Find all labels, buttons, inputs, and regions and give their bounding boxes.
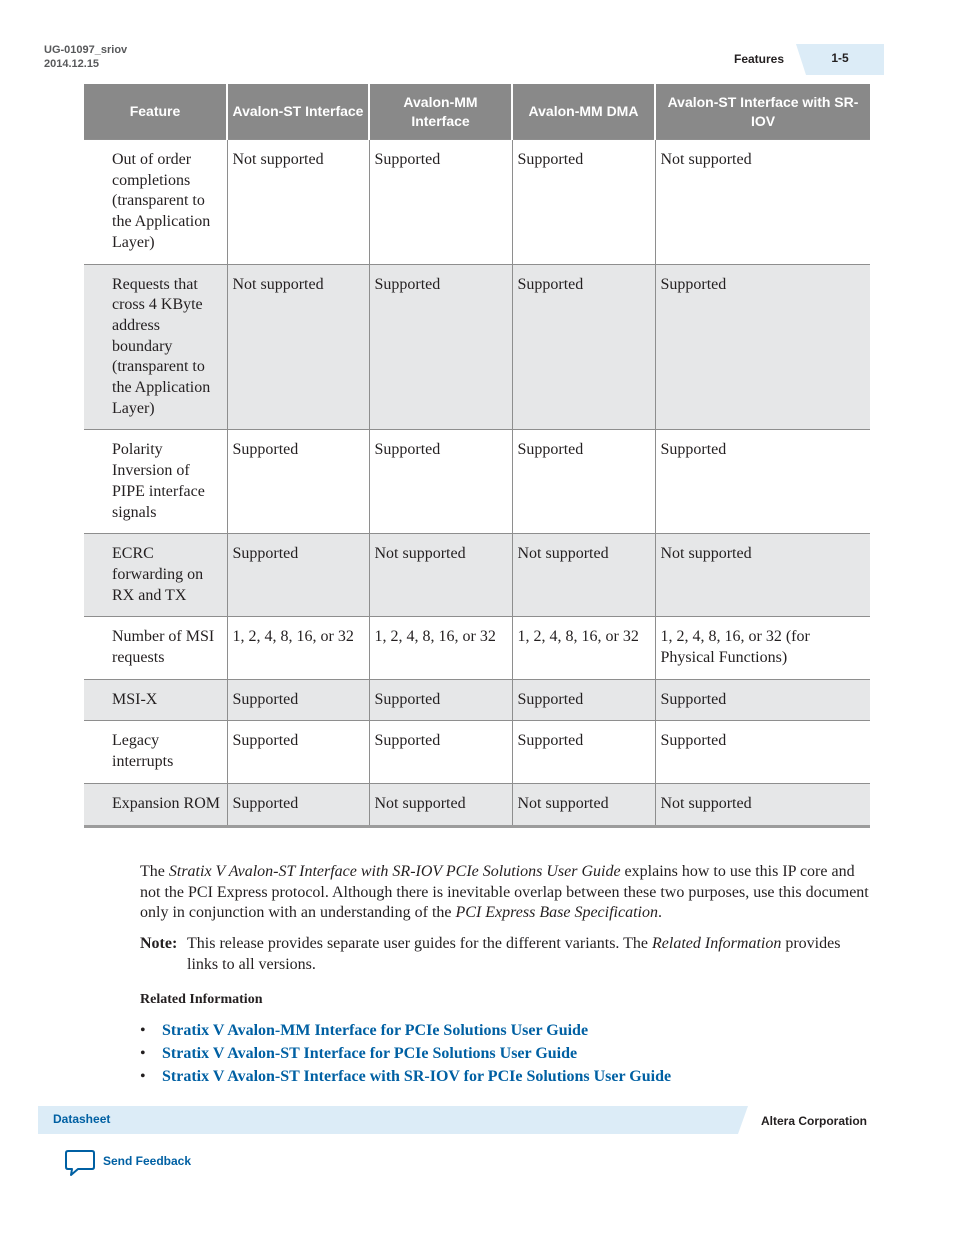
table-cell: Not supported [512,534,655,617]
footer-band [38,1106,748,1134]
document-id: UG-01097_sriov [44,44,128,56]
related-link-avalon-st[interactable] [140,1042,671,1065]
table-cell: Out of order completions (transparent to the Application Layer) [84,140,227,265]
table-row [84,534,870,617]
table-cell: Not supported [369,534,512,617]
table-cell: Polarity Inversion of PIPE interface signals [84,430,227,534]
send-feedback-label: Send Feedback [103,1154,192,1168]
section-title: Features [734,52,785,66]
table-cell: Supported [227,721,369,783]
page-number: 1-5 [831,51,849,65]
para-text: explains how to use this IP core and not the PCI Express protocol. Although there is inevitable overlap between these two purposes, use this document only in conjunction with an understanding of the [140,863,869,922]
column-header: Avalon-MM DMA [512,84,655,140]
table-cell: Supported [655,264,870,430]
table-cell: ECRC forwarding on RX and TX [84,534,227,617]
bullet-icon: • [140,1045,146,1062]
table-cell: Legacy interrupts [84,721,227,783]
table-cell: Not supported [512,783,655,826]
column-header: Feature [84,84,227,140]
table-cell: Not supported [369,783,512,826]
table-cell: Supported [227,534,369,617]
table-cell: Supported [369,679,512,721]
column-header: Avalon-MM Interface [369,84,512,140]
table-cell: Supported [227,679,369,721]
user-guide-title: Stratix V Avalon-ST Interface with SR-IOV PCIe Solutions User Guide [168,863,621,880]
table-cell: Supported [512,140,655,265]
table-cell: Number of MSI requests [84,617,227,679]
spec-title: PCI Express Base Specification [455,904,658,922]
body-paragraph [140,862,875,924]
table-cell: Supported [227,430,369,534]
para-text: The [140,863,169,880]
table-cell: Not supported [655,783,870,826]
table-cell: Requests that cross 4 KByte address boundary (transparent to the Application Layer) [84,264,227,430]
table-cell: Not supported [227,140,369,265]
footer-band-shape [38,1106,748,1134]
para-text: . [657,904,662,922]
column-header: Avalon-ST Interface [227,84,369,140]
link-label: Stratix V Avalon-ST Interface for PCIe Solutions User Guide [162,1045,578,1062]
table-header-row [84,84,870,140]
table-cell: Supported [369,430,512,534]
document-id-block [44,43,127,71]
table-cell: Not supported [227,264,369,430]
table-row [84,430,870,534]
note-text-part: provides links to all versions. [187,935,841,973]
feature-table [84,84,870,828]
related-link-avalon-st-sriov[interactable] [140,1065,671,1088]
table-cell: Not supported [655,534,870,617]
table-cell: Not supported [655,140,870,265]
table-cell: Supported [512,264,655,430]
note-text [187,934,875,975]
related-link-avalon-mm[interactable] [140,1019,671,1042]
table-cell: Supported [227,783,369,826]
table-cell: 1, 2, 4, 8, 16, or 32 [512,617,655,679]
table-row [84,721,870,783]
table-cell: 1, 2, 4, 8, 16, or 32 [227,617,369,679]
table-cell: Expansion ROM [84,783,227,826]
table-row [84,617,870,679]
related-links-list [140,1019,671,1088]
table-cell: Supported [512,721,655,783]
table-row [84,264,870,430]
table-cell: Supported [655,430,870,534]
table-row [84,783,870,826]
table-cell: Supported [512,430,655,534]
speech-bubble-icon [64,1148,96,1178]
link-label: Stratix V Avalon-ST Interface with SR-IOV for PCIe Solutions User Guide [162,1068,672,1085]
link-label: Stratix V Avalon-MM Interface for PCIe Solutions User Guide [162,1022,589,1039]
bullet-icon: • [140,1068,146,1085]
table-cell: 1, 2, 4, 8, 16, or 32 (for Physical Functions) [655,617,870,679]
page-number-tab [796,44,884,75]
table-cell: Supported [655,721,870,783]
table-cell: Supported [369,140,512,265]
related-information-heading: Related Information [140,992,263,1007]
note-block [140,934,875,975]
table-cell: MSI-X [84,679,227,721]
table-cell: Supported [369,264,512,430]
note-text-part: This release provides separate user guides for the different variants. The [187,935,653,952]
bullet-icon: • [140,1022,146,1039]
footer-company: Altera Corporation [761,1114,868,1128]
note-emphasis: Related Information [652,935,782,952]
table-row [84,140,870,265]
table-cell: 1, 2, 4, 8, 16, or 32 [369,617,512,679]
note-label: Note: [140,935,178,952]
document-date: 2014.12.15 [44,58,100,70]
table-cell: Supported [369,721,512,783]
table-row [84,679,870,721]
column-header: Avalon-ST Interface with SR-IOV [655,84,870,140]
footer-doc-type: Datasheet [53,1112,111,1126]
table-cell: Supported [655,679,870,721]
table-cell: Supported [512,679,655,721]
